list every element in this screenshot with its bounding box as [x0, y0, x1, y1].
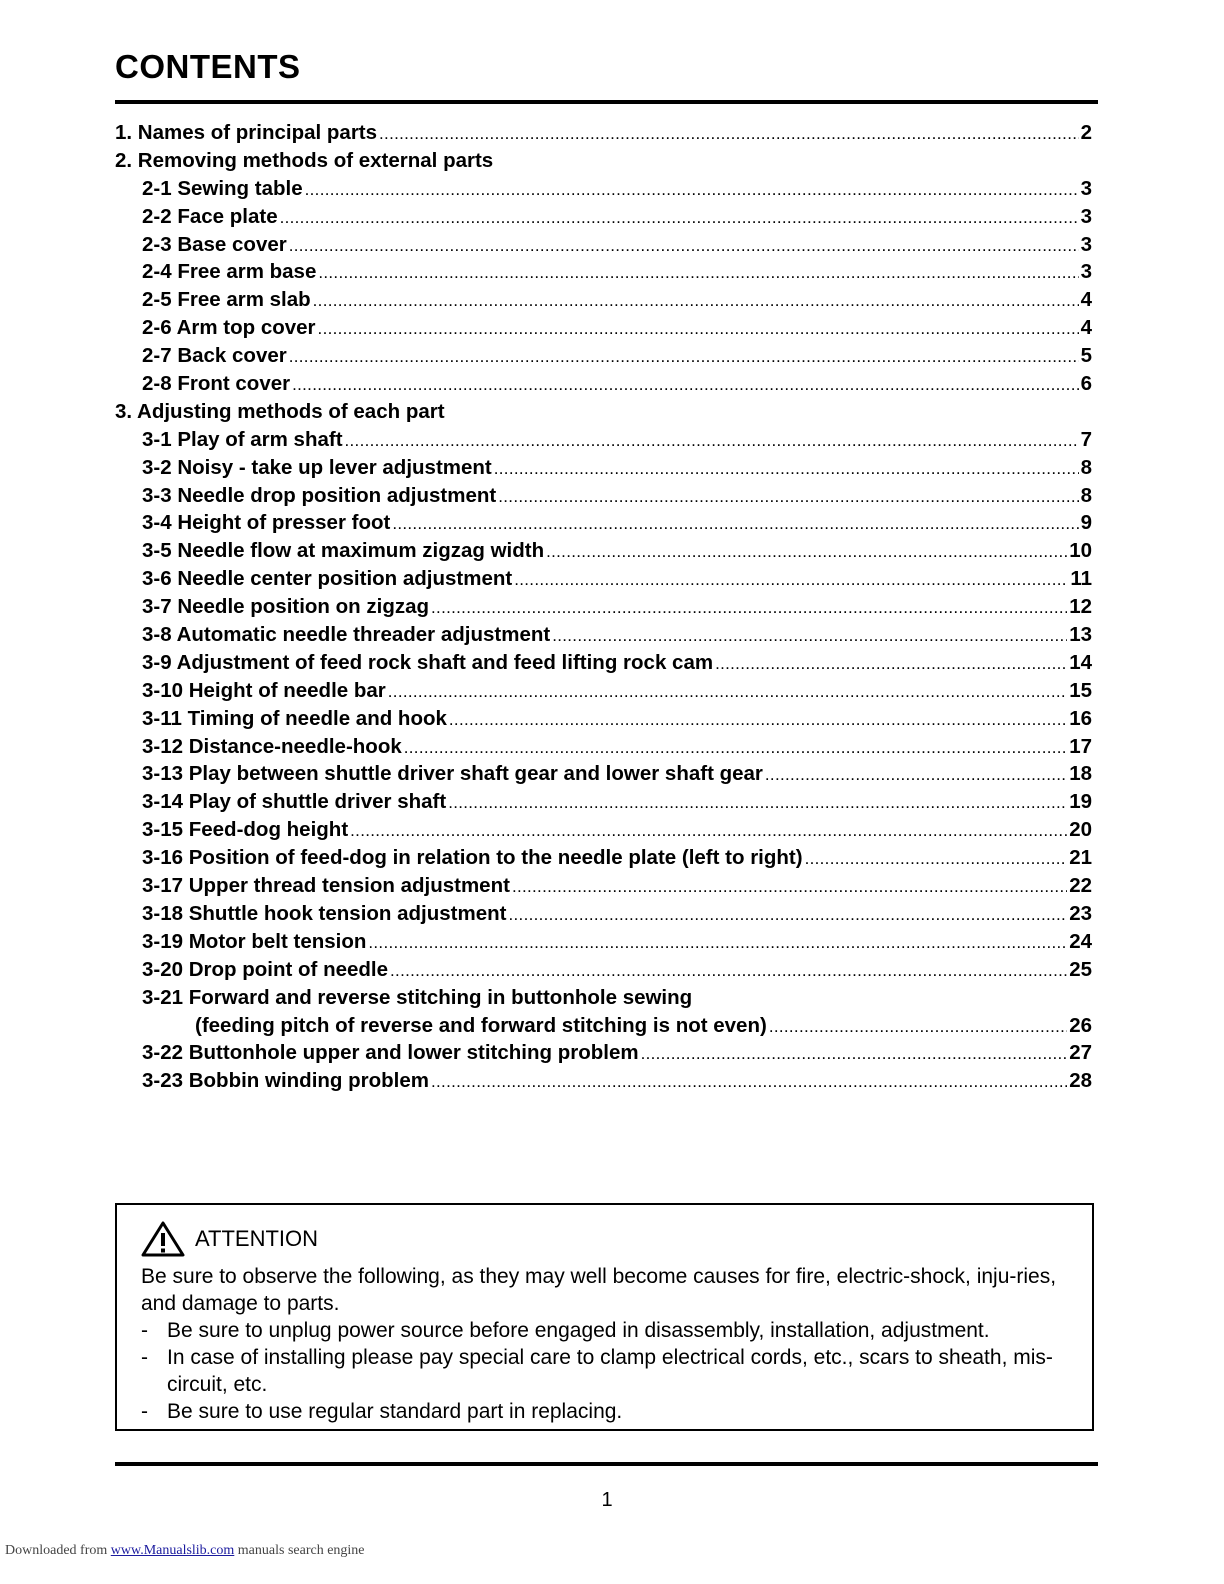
toc-entry: [115, 1041, 1092, 1069]
toc-dot-leader: [449, 710, 1067, 730]
toc-entry: [115, 260, 1092, 288]
toc-entry-page: 28: [1069, 1069, 1092, 1093]
attention-box: [115, 1203, 1094, 1431]
manualslib-link[interactable]: www.Manualslib.com: [110, 1543, 235, 1558]
toc-entry-title: 2-4 Free arm base: [142, 260, 317, 284]
toc-entry: [115, 818, 1092, 846]
toc-entry: [115, 679, 1092, 707]
toc-entry: [115, 288, 1092, 316]
toc-entry: [115, 595, 1092, 623]
toc-entry: [115, 846, 1092, 874]
toc-dot-leader: [392, 514, 1078, 534]
toc-entry-title: 3-13 Play between shuttle driver shaft gear and lower shaft gear: [142, 762, 763, 786]
toc-dot-leader: [509, 905, 1068, 925]
toc-entry-title: 3-21 Forward and reverse stitching in buttonhole sewing: [142, 985, 693, 1009]
toc-entry-title: 2-5 Free arm slab: [142, 288, 311, 312]
toc-entry-page: 18: [1069, 762, 1092, 786]
toc-entry-title: 3-17 Upper thread tension adjustment: [142, 874, 510, 898]
toc-entry-title: 3-19 Motor belt tension: [142, 929, 367, 953]
toc-entry-title: 2-8 Front cover: [142, 372, 291, 396]
toc-entry-title: 3-9 Adjustment of feed rock shaft and feed lifting rock cam: [142, 650, 714, 674]
toc-entry-page: 17: [1069, 734, 1092, 758]
toc-dot-leader: [289, 347, 1079, 367]
toc-dot-leader: [448, 793, 1067, 813]
toc-entry-page: 5: [1080, 344, 1092, 368]
toc-entry: [115, 623, 1092, 651]
toc-entry-page: 3: [1080, 204, 1092, 228]
list-dash: -: [141, 1400, 148, 1423]
toc-entry: [115, 567, 1092, 595]
page-title: CONTENTS: [115, 48, 301, 85]
footer-suffix: manuals search engine: [237, 1543, 365, 1558]
toc-entry-title: 3-14 Play of shuttle driver shaft: [142, 790, 447, 814]
toc-entry-page: 27: [1069, 1041, 1092, 1065]
toc-dot-leader: [313, 291, 1079, 311]
toc-dot-leader: [292, 375, 1078, 395]
toc-entry: [115, 651, 1092, 679]
toc-dot-leader: [350, 821, 1067, 841]
toc-dot-leader: [388, 682, 1067, 702]
toc-dot-leader: [404, 738, 1067, 758]
warning-triangle-icon: [141, 1221, 185, 1257]
toc-entry: [115, 372, 1092, 400]
page-number: 1: [601, 1489, 613, 1511]
toc-entry-page: 25: [1069, 957, 1092, 981]
toc-entry: [115, 121, 1092, 149]
footer-prefix: Downloaded from: [5, 1543, 108, 1558]
toc-dot-leader: [345, 431, 1079, 451]
toc-entry: [115, 707, 1092, 735]
attention-item: [141, 1317, 1081, 1344]
toc-entry-page: 9: [1080, 511, 1092, 535]
toc-entry-page: 24: [1069, 929, 1092, 953]
toc-entry-title: 3-7 Needle position on zigzag: [142, 595, 430, 619]
toc-dot-leader: [769, 1017, 1067, 1037]
toc-entry-title: 3-8 Automatic needle threader adjustment: [142, 623, 551, 647]
toc-dot-leader: [318, 263, 1078, 283]
toc-entry: [115, 930, 1092, 958]
toc-entry-title: 2. Removing methods of external parts: [115, 148, 494, 172]
toc-entry-page: 21: [1069, 846, 1092, 870]
toc-entry-page: 12: [1069, 595, 1092, 619]
toc-entry-page: 16: [1069, 706, 1092, 730]
top-divider: [115, 100, 1098, 104]
toc-entry-page: 23: [1069, 901, 1092, 925]
toc-entry-page: 20: [1069, 818, 1092, 842]
toc-dot-leader: [641, 1044, 1068, 1064]
toc-entry: [115, 344, 1092, 372]
toc-dot-leader: [546, 542, 1067, 562]
toc-dot-leader: [715, 654, 1067, 674]
toc-entry: [115, 511, 1092, 539]
toc-dot-leader: [431, 1072, 1067, 1092]
attention-item-text: Be sure to use regular standard part in replacing.: [167, 1400, 623, 1423]
toc-entry-title: 3-20 Drop point of needle: [142, 957, 389, 981]
attention-item: [141, 1398, 1081, 1425]
toc-entry-title: 2-7 Back cover: [142, 344, 287, 368]
list-dash: -: [141, 1346, 148, 1369]
toc-dot-leader: [318, 319, 1079, 339]
toc-entry-page: 2: [1080, 121, 1092, 144]
toc-entry: [115, 484, 1092, 512]
toc-entry-page: 3: [1080, 260, 1092, 284]
toc-dot-leader: [494, 459, 1079, 479]
toc-dot-leader: [765, 765, 1067, 785]
toc-entry: [115, 874, 1092, 902]
toc-entry: [115, 902, 1092, 930]
toc-entry-title: 3-4 Height of presser foot: [142, 511, 391, 535]
attention-title: ATTENTION: [195, 1226, 319, 1251]
toc-dot-leader: [552, 626, 1067, 646]
toc-entry-title: 2-6 Arm top cover: [142, 316, 316, 340]
toc-entry: [115, 790, 1092, 818]
toc-entry-title: 3-11 Timing of needle and hook: [142, 706, 447, 730]
toc-entry-page: 26: [1069, 1013, 1092, 1037]
toc-entry-page: 14: [1069, 650, 1092, 674]
toc-dot-leader: [512, 877, 1067, 897]
toc-entry: [115, 428, 1092, 456]
toc-entry-title: 2-2 Face plate: [142, 204, 278, 228]
toc-dot-leader: [379, 124, 1079, 144]
toc-entry: [115, 1014, 1092, 1042]
toc-dot-leader: [280, 208, 1079, 228]
toc-entry-title: (feeding pitch of reverse and forward stitching is not even): [195, 1013, 767, 1037]
toc-entry-page: 22: [1069, 874, 1092, 898]
toc-entry-title: 3-12 Distance-needle-hook: [142, 734, 402, 758]
toc-entry-page: 4: [1080, 316, 1092, 340]
toc-entry: [115, 233, 1092, 261]
toc-entry: [115, 316, 1092, 344]
toc-entry: [115, 735, 1092, 763]
bottom-divider: [115, 1462, 1098, 1466]
attention-item-text: In case of installing please pay special care to clamp electrical cords, etc., scars to sheath, mis-circuit, etc.: [167, 1346, 1053, 1396]
toc-entry-page: 19: [1069, 790, 1092, 814]
attention-header: [141, 1221, 318, 1257]
toc-dot-leader: [305, 180, 1079, 200]
toc-entry-page: 8: [1080, 483, 1092, 507]
toc-entry-page: 8: [1080, 455, 1092, 479]
toc-entry-title: 3-3 Needle drop position adjustment: [142, 483, 497, 507]
toc-entry-title: 3-16 Position of feed-dog in relation to the needle plate (left to right): [142, 846, 803, 870]
toc-entry-title: 3-1 Play of arm shaft: [142, 427, 343, 451]
toc-entry-page: 13: [1069, 623, 1092, 647]
toc-entry-page: 11: [1070, 567, 1092, 591]
toc-entry-title: 2-1 Sewing table: [142, 176, 303, 200]
toc-entry-page: 4: [1080, 288, 1092, 312]
toc-entry-title: 3-5 Needle flow at maximum zigzag width: [142, 539, 545, 563]
toc-entry: [115, 400, 1092, 428]
toc-entry-title: 3-2 Noisy - take up lever adjustment: [142, 455, 492, 479]
toc-dot-leader: [289, 236, 1079, 256]
toc-entry: [115, 456, 1092, 484]
toc-entry: [115, 205, 1092, 233]
attention-intro: Be sure to observe the following, as they may well become causes for fire, electric-shock, inju-ries, and damage to parts.: [141, 1265, 1057, 1315]
toc-entry: [115, 539, 1092, 567]
toc-entry-title: 3-23 Bobbin winding problem: [142, 1069, 429, 1093]
toc-dot-leader: [514, 570, 1068, 590]
toc-entry-page: 10: [1069, 539, 1092, 563]
toc-entry-title: 3-10 Height of needle bar: [142, 678, 386, 702]
attention-item-text: Be sure to unplug power source before engaged in disassembly, installation, adjustment.: [167, 1319, 990, 1342]
toc-entry: [115, 958, 1092, 986]
attention-body: [141, 1263, 1081, 1425]
toc-entry-title: 3-15 Feed-dog height: [142, 818, 349, 842]
toc-entry-title: 3. Adjusting methods of each part: [115, 399, 445, 423]
toc-dot-leader: [498, 487, 1078, 507]
toc-dot-leader: [390, 961, 1067, 981]
attention-list: [141, 1317, 1081, 1425]
toc-entry-page: 3: [1080, 232, 1092, 256]
toc-entry-title: 1. Names of principal parts: [115, 121, 378, 144]
toc-entry-page: 7: [1080, 427, 1092, 451]
toc-entry: [115, 177, 1092, 205]
download-footer: [5, 1543, 365, 1559]
toc-entry-page: 15: [1069, 678, 1092, 702]
toc-entry: [115, 762, 1092, 790]
toc-dot-leader: [368, 933, 1067, 953]
table-of-contents: [115, 121, 1092, 1097]
toc-entry: [115, 986, 1092, 1014]
toc-entry: [115, 149, 1092, 177]
list-dash: -: [141, 1319, 148, 1342]
toc-entry: [115, 1069, 1092, 1097]
toc-entry-title: 3-6 Needle center position adjustment: [142, 567, 513, 591]
toc-entry-title: 2-3 Base cover: [142, 232, 287, 256]
toc-entry-page: 6: [1080, 372, 1092, 396]
toc-entry-title: 3-18 Shuttle hook tension adjustment: [142, 901, 507, 925]
attention-item: [141, 1344, 1081, 1398]
toc-entry-page: 3: [1080, 176, 1092, 200]
toc-dot-leader: [431, 598, 1067, 618]
toc-entry-title: 3-22 Buttonhole upper and lower stitching problem: [142, 1041, 639, 1065]
toc-dot-leader: [805, 849, 1068, 869]
